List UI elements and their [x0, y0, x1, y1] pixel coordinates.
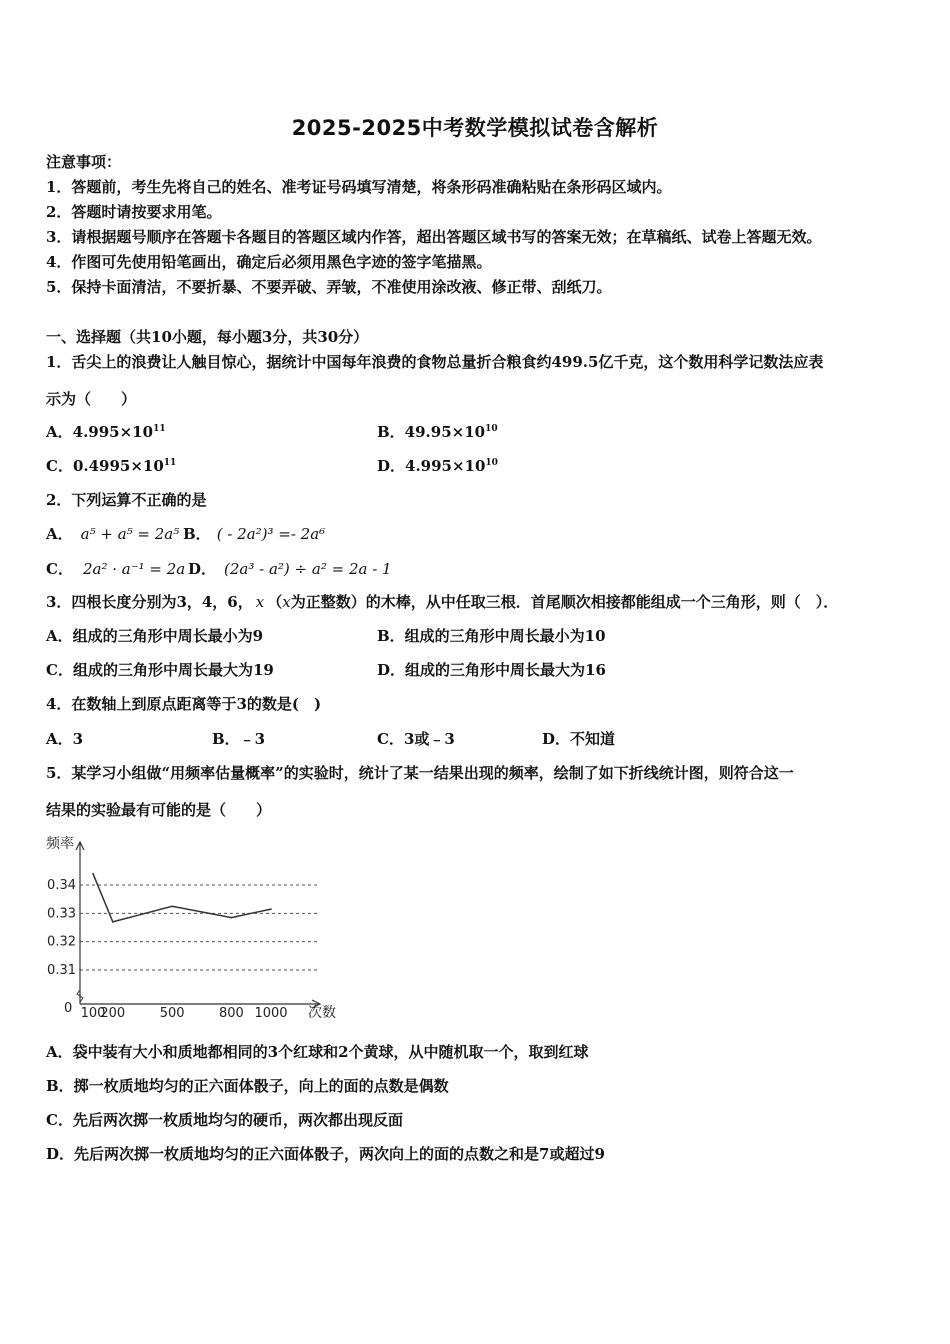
x-tick-label: 200 [100, 1006, 126, 1021]
frequency-series-line [93, 874, 271, 922]
data-point [112, 921, 114, 923]
data-point [270, 908, 272, 910]
data-point [92, 873, 94, 875]
y-tick-label: 0.33 [47, 906, 76, 922]
section-heading: 一、选择题（共10小题，每小题3分，共30分） [46, 328, 369, 346]
data-point [171, 905, 173, 907]
x-axis-label: 次数 [308, 1005, 336, 1021]
question-2-stem: 2．下列运算不正确的是 [46, 491, 207, 509]
question-5-stem: 5．某学习小组做“用频率估量概率”的实验时，统计了某一结果出现的频率，绘制了如下折线统计图，则符合这一 [46, 764, 794, 782]
page-title: 2025-2025中考数学模拟试卷含解析 [291, 116, 659, 140]
q5-option-c: C．先后两次掷一枚质地均匀的硬币，两次都出现反面 [46, 1111, 403, 1129]
q4-option-c: C．3或﹣3 [377, 730, 455, 748]
q4-option-b: B．﹣3 [212, 730, 266, 748]
q2-option-a: A． a⁵ + a⁵ = 2a⁵ [46, 525, 180, 543]
q3-option-c: C．组成的三角形中周长最大为19 [46, 661, 274, 679]
notice-item: 2．答题时请按要求用笔。 [46, 203, 222, 221]
q3-option-d: D．组成的三角形中周长最大为16 [377, 661, 606, 679]
x-tick-label: 100 [80, 1006, 106, 1021]
notice-heading: 注意事项： [46, 153, 122, 171]
q5-option-d: D．先后两次掷一枚质地均匀的正六面体骰子，两次向上的面的点数之和是7或超过9 [46, 1145, 605, 1163]
q1-option-c: C．$0.4995\times 10^{11}$ [46, 457, 177, 475]
x-tick-label: 1000 [254, 1006, 288, 1021]
q2-option-b: B． ( - 2a²)³ =- 2a⁶ [183, 525, 326, 543]
origin-label: 0 [64, 1001, 73, 1016]
data-point [231, 917, 233, 919]
question-4-stem: 4．在数轴上到原点距离等于3的数是( ) [46, 695, 322, 713]
q4-option-a: A．3 [46, 730, 84, 748]
q4-option-d: D．不知道 [542, 730, 616, 748]
q1-option-a: A．$4.995\times 10^{11}$ [46, 423, 166, 441]
q5-option-a: A．袋中装有大小和质地都相同的3个红球和2个黄球，从中随机取一个，取到红球 [46, 1043, 589, 1061]
q5-option-b: B．掷一枚质地均匀的正六面体骰子，向上的面的点数是偶数 [46, 1077, 449, 1095]
question-1-stem: 1．舌尖上的浪费让人触目惊心，据统计中国每年浪费的食物总量折合粮食约499.5亿千克，这个数用科学记数法应表 [46, 353, 824, 371]
y-tick-label: 0.34 [47, 878, 76, 893]
question-5-stem-cont: 结果的实验最有可能的是（ ） [46, 801, 272, 819]
notice-item: 3．请根据题号顺序在答题卡各题目的答题区域内作答，超出答题区域书写的答案无效；在草稿纸、试卷上答题无效。 [46, 228, 822, 246]
q1-option-b: B．$49.95\times 10^{10}$ [377, 423, 498, 441]
q3-option-b: B．组成的三角形中周长最小为10 [377, 627, 606, 645]
y-axis-label: 频率 [46, 836, 74, 852]
y-tick-label: 0.32 [47, 934, 76, 950]
q1-option-d: D．$4.995\times 10^{10}$ [377, 457, 498, 475]
frequency-line-chart [40, 828, 350, 1028]
y-tick-label: 0.31 [47, 963, 76, 978]
x-tick-label: 800 [219, 1006, 244, 1021]
notice-item: 1．答题前，考生先将自己的姓名、准考证号码填写清楚，将条形码准确粘贴在条形码区域内。 [46, 178, 672, 196]
notice-item: 4．作图可先使用铅笔画出，确定后必须用黑色字迹的签字笔描黑。 [46, 253, 492, 271]
q2-option-c: C． 2a² · a⁻¹ = 2a [46, 560, 186, 578]
q2-option-d: D． (2a³ - a²) ÷ a² = 2a - 1 [188, 560, 392, 578]
question-3-stem: 3．四根长度分别为3，4，6， x （x为正整数）的木棒，从中任取三根．首尾顺次相接都能组成一个三角形，则（ ）． [46, 593, 839, 611]
question-1-stem-cont: 示为（ ） [46, 390, 137, 408]
x-tick-label: 500 [159, 1006, 185, 1021]
notice-item: 5．保持卡面清洁，不要折暴、不要弄破、弄皱，不准使用涂改液、修正带、刮纸刀。 [46, 278, 612, 296]
q3-option-a: A．组成的三角形中周长最小为9 [46, 627, 264, 645]
